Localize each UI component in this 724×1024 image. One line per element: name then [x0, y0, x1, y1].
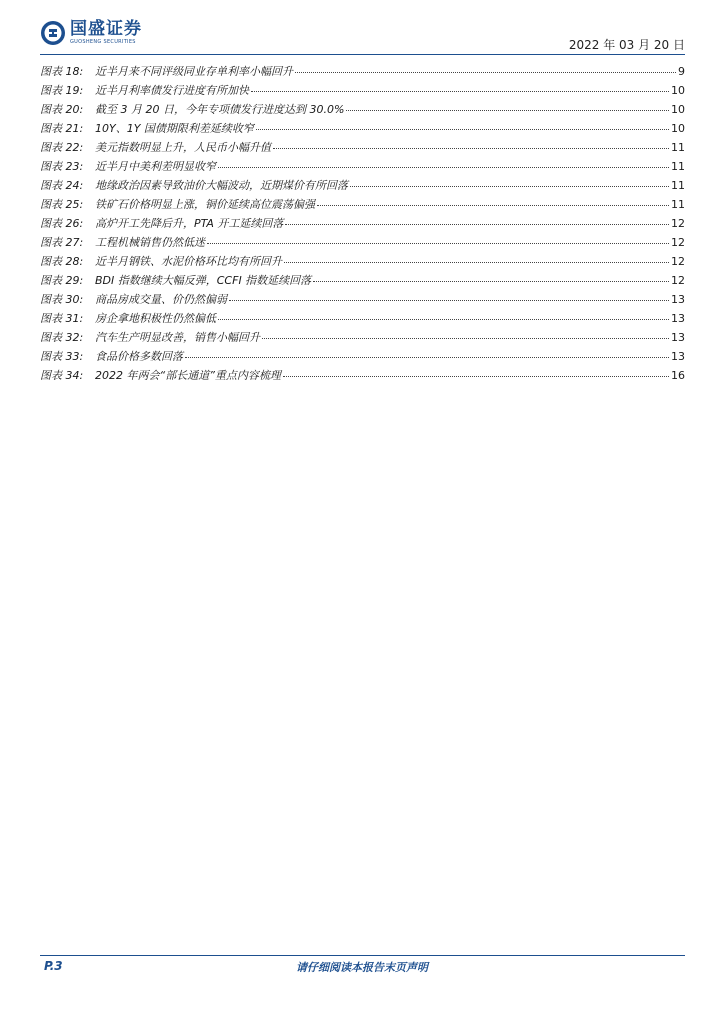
toc-entry-page: 13	[671, 312, 685, 325]
toc-entry-title: 汽车生产明显改善，销售小幅回升	[95, 331, 260, 344]
toc-dot-leader	[229, 300, 669, 301]
toc-entry-page: 11	[671, 160, 685, 173]
toc-entry-page: 11	[671, 198, 685, 211]
toc-entry-title: 高炉开工先降后升，PTA 开工延续回落	[95, 217, 284, 230]
page-header	[40, 20, 685, 54]
toc-entry[interactable]	[40, 291, 685, 310]
toc-entry-label: 图表 19:	[40, 84, 84, 97]
brand-logo-icon	[40, 20, 66, 46]
toc-entry[interactable]	[40, 329, 685, 348]
toc-entry-label: 图表 21:	[40, 122, 84, 135]
toc-dot-leader	[350, 186, 669, 187]
toc-entry-title: 房企拿地积极性仍然偏低	[95, 312, 216, 325]
toc-dot-leader	[251, 91, 669, 92]
toc-entry-label: 图表 32:	[40, 331, 84, 344]
toc-dot-leader	[218, 319, 669, 320]
toc-dot-leader	[313, 281, 669, 282]
toc-entry-page: 13	[671, 331, 685, 344]
toc-entry-label: 图表 20:	[40, 103, 84, 116]
toc-entry[interactable]	[40, 158, 685, 177]
toc-entry[interactable]	[40, 348, 685, 367]
toc-entry-title: 近半月利率债发行进度有所加快	[95, 84, 249, 97]
toc-entry-title: 近半月中美利差明显收窄	[95, 160, 216, 173]
toc-entry-label: 图表 22:	[40, 141, 84, 154]
toc-entry-title: 地缘政治因素导致油价大幅波动，近期煤价有所回落	[95, 179, 348, 192]
toc-entry-label: 图表 31:	[40, 312, 84, 325]
toc-entry-title: 美元指数明显上升，人民币小幅升值	[95, 141, 271, 154]
toc-entry-page: 10	[671, 103, 685, 116]
page-number: P.3	[44, 959, 63, 973]
figure-list	[40, 63, 685, 386]
toc-entry-title: 商品房成交量、价仍然偏弱	[95, 293, 227, 306]
toc-entry-label: 图表 18:	[40, 65, 84, 78]
toc-entry-title: 近半月来不同评级同业存单利率小幅回升	[95, 65, 293, 78]
toc-dot-leader	[295, 72, 676, 73]
toc-dot-leader	[283, 376, 669, 377]
toc-entry[interactable]	[40, 215, 685, 234]
toc-entry[interactable]	[40, 139, 685, 158]
toc-entry[interactable]	[40, 120, 685, 139]
toc-entry[interactable]	[40, 234, 685, 253]
toc-entry-label: 图表 24:	[40, 179, 84, 192]
toc-dot-leader	[317, 205, 669, 206]
toc-entry[interactable]	[40, 177, 685, 196]
toc-entry[interactable]	[40, 367, 685, 386]
toc-dot-leader	[284, 262, 669, 263]
toc-entry[interactable]	[40, 253, 685, 272]
toc-entry[interactable]	[40, 63, 685, 82]
toc-entry-page: 12	[671, 255, 685, 268]
toc-entry-title: 食品价格多数回落	[95, 350, 183, 363]
toc-entry-label: 图表 26:	[40, 217, 84, 230]
brand-logo	[40, 20, 142, 46]
brand-name-en: GUOSHENG SECURITIES	[70, 39, 136, 45]
toc-entry-page: 12	[671, 217, 685, 230]
toc-entry[interactable]	[40, 101, 685, 120]
toc-entry-label: 图表 23:	[40, 160, 84, 173]
toc-entry-label: 图表 33:	[40, 350, 84, 363]
toc-entry[interactable]	[40, 310, 685, 329]
toc-entry-page: 10	[671, 84, 685, 97]
toc-entry-title: 2022 年两会“部长通道”重点内容梳理	[95, 369, 281, 382]
toc-entry-title: 近半月钢铁、水泥价格环比均有所回升	[95, 255, 282, 268]
toc-entry[interactable]	[40, 82, 685, 101]
toc-dot-leader	[346, 110, 669, 111]
brand-name-cn: 国盛证券	[70, 19, 142, 39]
toc-entry-label: 图表 30:	[40, 293, 84, 306]
toc-entry-label: 图表 34:	[40, 369, 84, 382]
toc-dot-leader	[207, 243, 669, 244]
toc-entry-page: 11	[671, 179, 685, 192]
toc-dot-leader	[218, 167, 669, 168]
toc-entry-page: 13	[671, 350, 685, 363]
toc-dot-leader	[273, 148, 669, 149]
disclaimer-note: 请仔细阅读本报告末页声明	[296, 961, 428, 974]
toc-entry-label: 图表 27:	[40, 236, 84, 249]
toc-entry-title: 铁矿石价格明显上涨，铜价延续高位震荡偏强	[95, 198, 315, 211]
header-divider	[40, 54, 685, 55]
toc-entry-label: 图表 29:	[40, 274, 84, 287]
toc-dot-leader	[185, 357, 669, 358]
toc-entry-label: 图表 28:	[40, 255, 84, 268]
toc-entry-label: 图表 25:	[40, 198, 84, 211]
toc-dot-leader	[285, 224, 669, 225]
toc-entry-page: 16	[671, 369, 685, 382]
toc-entry-title: 10Y、1Y 国债期限利差延续收窄	[95, 122, 254, 135]
footer-divider	[40, 955, 685, 956]
toc-dot-leader	[262, 338, 669, 339]
toc-entry[interactable]	[40, 272, 685, 291]
toc-entry-title: BDI 指数继续大幅反弹，CCFI 指数延续回落	[95, 274, 312, 287]
toc-dot-leader	[256, 129, 669, 130]
toc-entry-title: 截至 3 月 20 日，今年专项债发行进度达到 30.0%	[95, 103, 345, 116]
toc-entry-page: 12	[671, 274, 685, 287]
toc-entry-page: 11	[671, 141, 685, 154]
report-date: 2022 年 03 月 20 日	[568, 38, 685, 52]
toc-entry-title: 工程机械销售仍然低迷	[95, 236, 205, 249]
toc-entry-page: 13	[671, 293, 685, 306]
toc-entry-page: 12	[671, 236, 685, 249]
toc-entry-page: 9	[678, 65, 685, 78]
toc-entry[interactable]	[40, 196, 685, 215]
toc-entry-page: 10	[671, 122, 685, 135]
